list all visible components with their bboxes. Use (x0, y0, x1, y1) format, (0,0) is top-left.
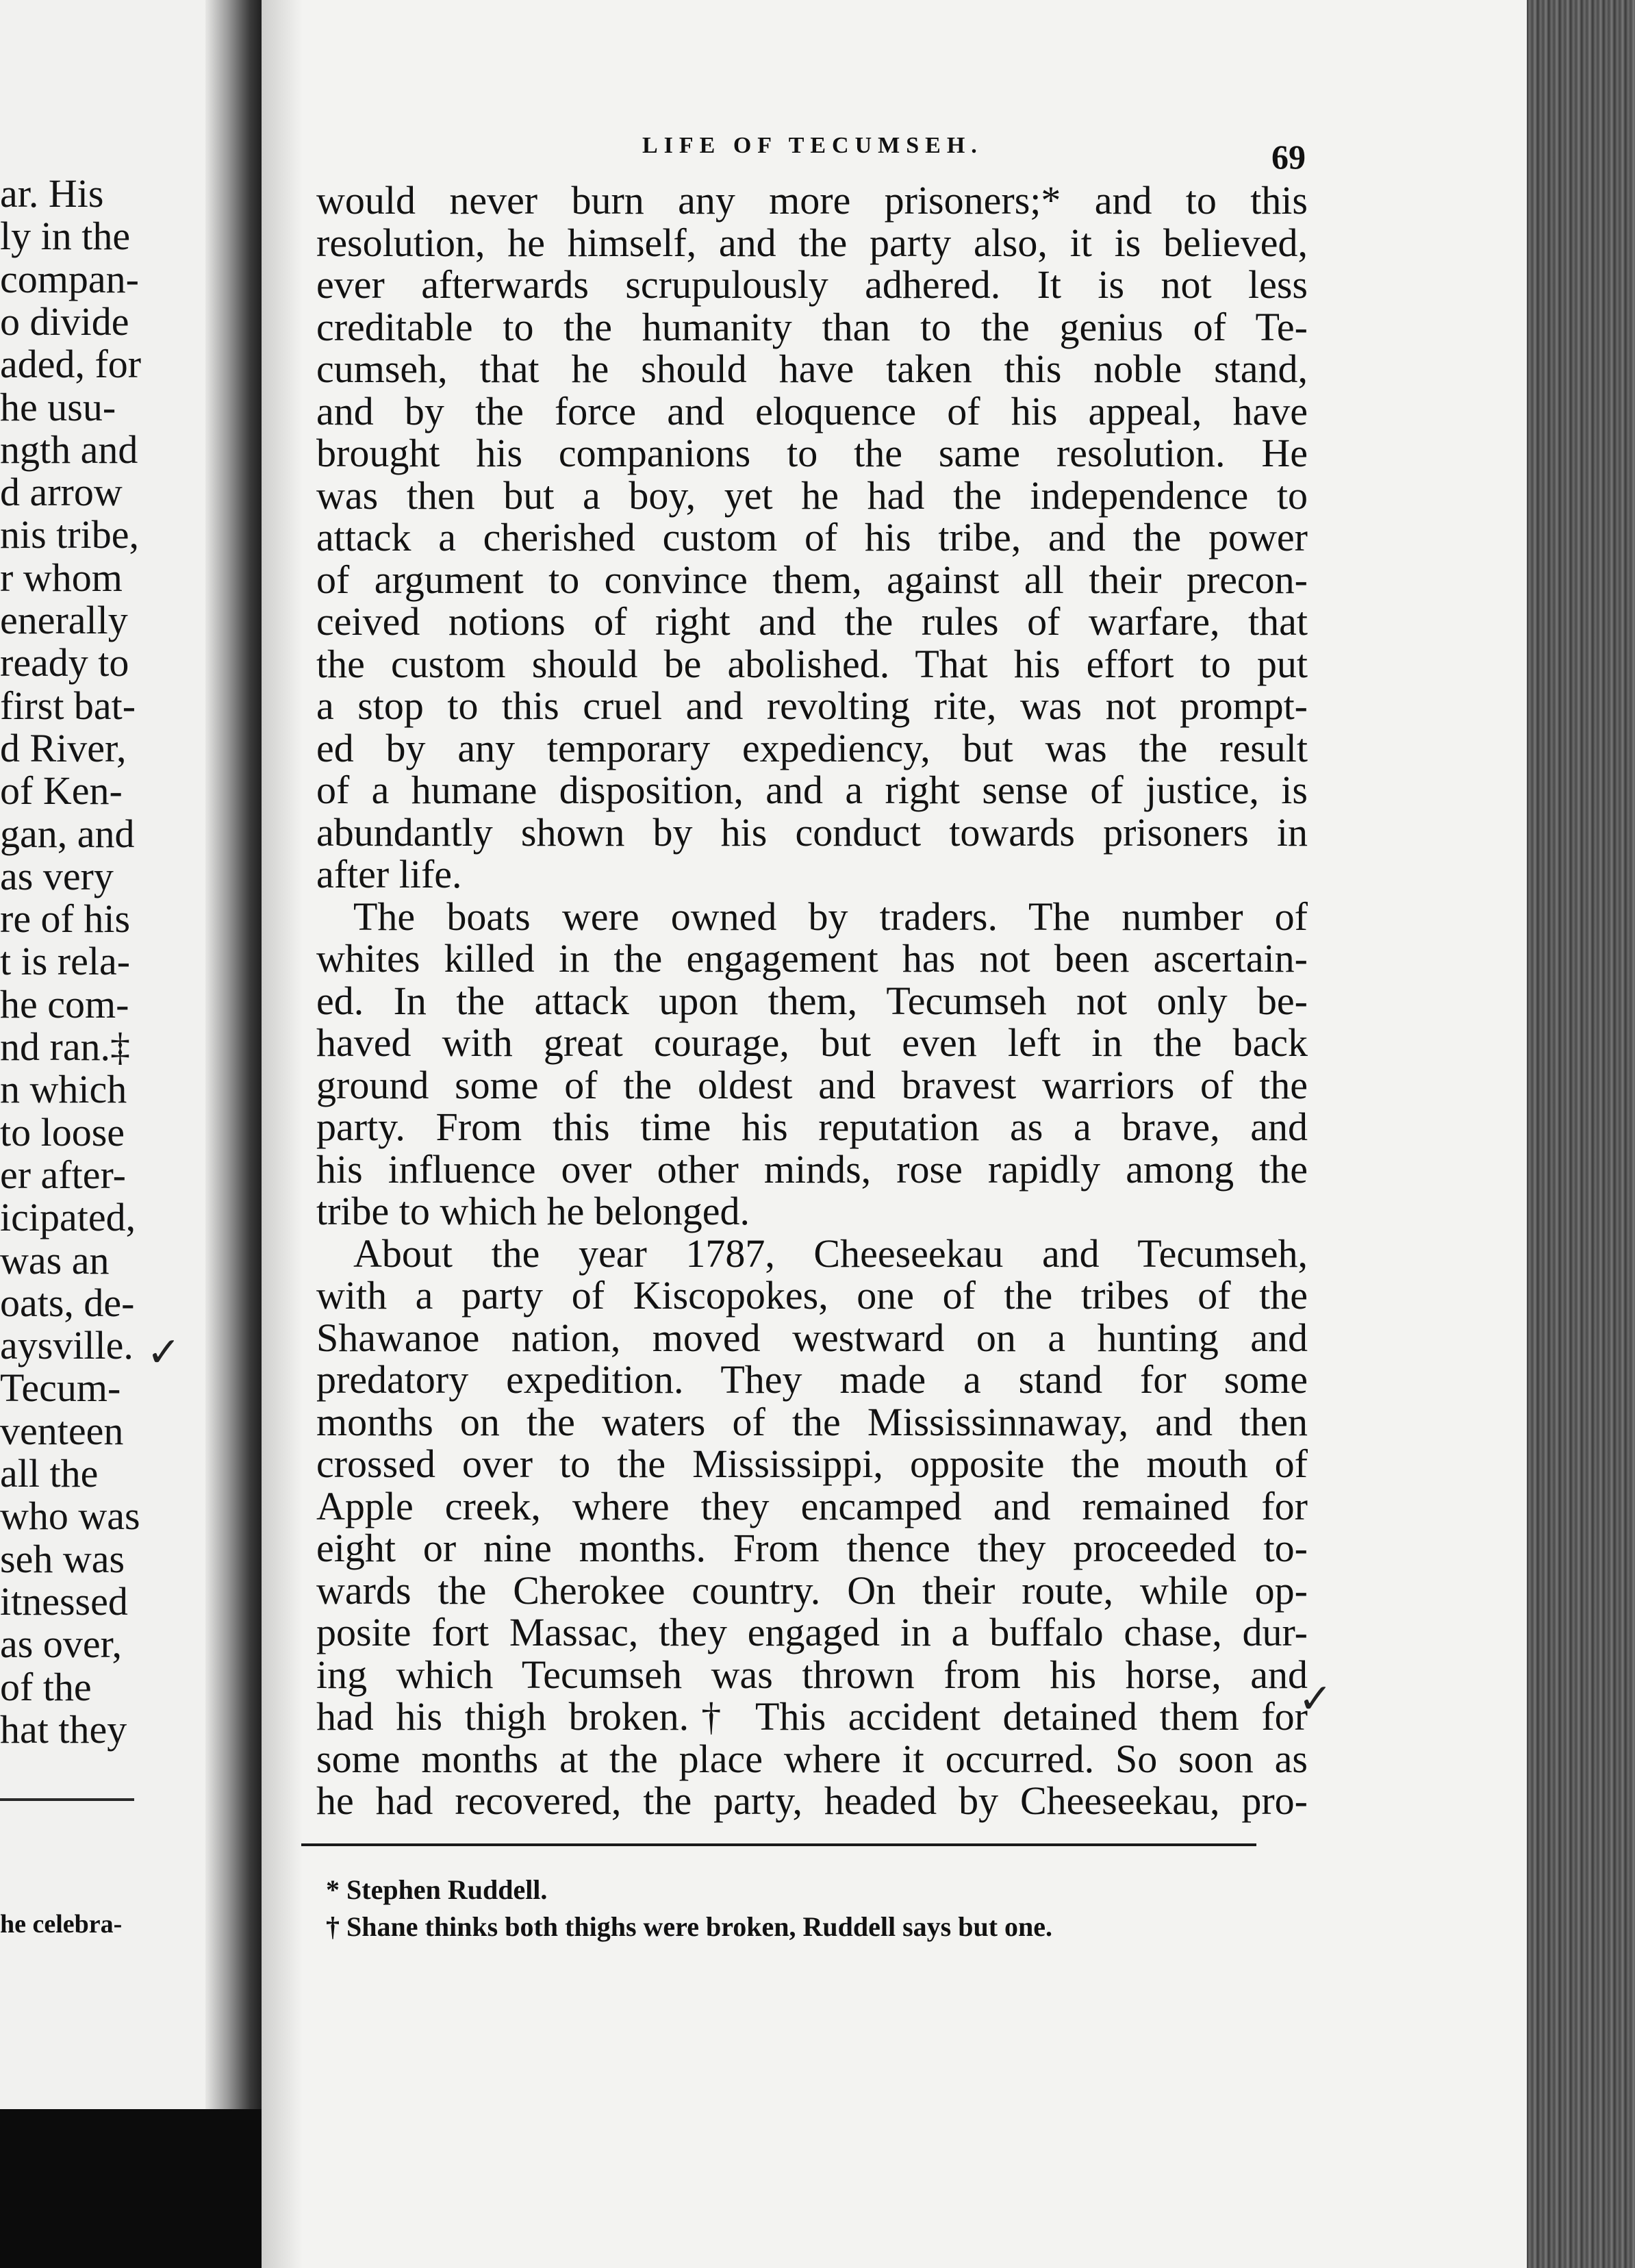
left-page-line: Tecum- (0, 1365, 121, 1411)
left-page-line: ready to (0, 640, 129, 685)
body-text-line: cumseh, that he should have taken this noble stand, (316, 346, 1308, 391)
left-page-line: ngth and (0, 427, 138, 472)
left-page-line: oats, de- (0, 1280, 135, 1325)
body-text-line: of a humane disposition, and a right sense of justice, is (316, 768, 1308, 812)
body-text-line: The boats were owned by traders. The number of (353, 894, 1308, 939)
left-gutter-shadow (205, 0, 262, 2109)
body-text-line: predatory expedition. They made a stand for some (316, 1357, 1308, 1402)
left-page-line: t is rela- (0, 939, 131, 984)
left-page-line: of the (0, 1664, 92, 1709)
left-page-line: gan, and (0, 811, 135, 856)
body-text-line: ed. In the attack upon them, Tecumseh not only be- (316, 978, 1308, 1023)
left-page-line: as over, (0, 1622, 123, 1667)
body-text-line: a stop to this cruel and revolting rite, was not prompt- (316, 683, 1308, 728)
body-text-line: was then but a boy, yet he had the independence to (316, 473, 1308, 518)
left-page-line: n which (0, 1067, 127, 1112)
left-page-line: aded, for (0, 342, 142, 387)
left-page-line: d River, (0, 725, 127, 770)
left-page-line: er after- (0, 1152, 126, 1197)
body-text-line: with a party of Kiscopokes, one of the tribes of the (316, 1273, 1308, 1318)
left-page-line: d arrow (0, 470, 123, 515)
left-page-line: nd ran.‡ (0, 1024, 131, 1069)
body-text-line: of argument to convince them, against all their precon- (316, 557, 1308, 602)
body-text-line: after life. (316, 852, 462, 896)
left-page-line: to loose (0, 1109, 125, 1155)
left-page-line: of Ken- (0, 768, 123, 814)
left-page-line: nis tribe, (0, 512, 139, 557)
body-text-line: his influence over other minds, rose rapidly among the (316, 1146, 1308, 1192)
page-edges (1527, 0, 1635, 2268)
page-number: 69 (1271, 138, 1306, 176)
left-page-line: compan- (0, 256, 139, 301)
body-text-line: ceived notions of right and the rules of warfare, that (316, 599, 1308, 644)
body-text-line: months on the waters of the Mississinnaway, and then (316, 1399, 1308, 1444)
body-text-line: resolution, he himself, and the party also, it is believed, (316, 220, 1308, 265)
body-text-line: wards the Cherokee country. On their route, while op- (316, 1567, 1308, 1613)
left-page-line: venteen (0, 1408, 124, 1453)
left-page-line: he com- (0, 981, 129, 1026)
body-text-line: some months at the place where it occurred. So soon as (316, 1736, 1308, 1781)
footnote-2: † Shane thinks both thighs were broken, Ruddell says but one. (326, 1911, 1053, 1942)
left-page-line: he usu- (0, 384, 116, 429)
body-text-line: would never burn any more prisoners;* and to this (316, 178, 1308, 223)
body-text-line: had his thigh broken.† This accident detained them for (316, 1694, 1308, 1739)
check-mark-right: ✓ (1298, 1676, 1333, 1722)
left-page-line: was an (0, 1237, 110, 1283)
right-gutter-shadow (262, 0, 303, 2268)
left-page-line: enerally (0, 598, 128, 642)
left-page-line: seh was (0, 1536, 125, 1581)
left-page-line: r whom (0, 555, 123, 600)
running-head: LIFE OF TECUMSEH. (642, 133, 983, 158)
left-page-line: first bat- (0, 683, 136, 728)
check-mark-left: ✓ (147, 1330, 181, 1375)
left-page-line: o divide (0, 299, 129, 344)
left-page-line: ar. His (0, 171, 104, 216)
body-text-line: ground some of the oldest and bravest warriors of the (316, 1062, 1308, 1107)
body-text-line: abundantly shown by his conduct towards prisoners in (316, 809, 1308, 855)
left-footnote-fragment: he celebra- (0, 1910, 123, 1939)
body-text-line: Apple creek, where they encamped and remained for (316, 1483, 1308, 1528)
body-text-line: attack a cherished custom of his tribe, and the power (316, 515, 1308, 559)
body-text-line: and by the force and eloquence of his appeal, have (316, 388, 1308, 433)
left-page-line: re of his (0, 896, 131, 942)
left-footnote-rule (0, 1798, 134, 1801)
left-page-line: who was (0, 1494, 140, 1539)
body-text-line: haved with great courage, but even left in the back (316, 1020, 1308, 1065)
body-text-line: About the year 1787, Cheeseekau and Tecumseh, (353, 1231, 1308, 1276)
footnote-rule (301, 1843, 1256, 1846)
left-page-line: hat they (0, 1706, 127, 1752)
body-text-line: ever afterwards scrupulously adhered. It is not less (316, 262, 1308, 307)
body-text-line: the custom should be abolished. That his effort to put (316, 641, 1308, 686)
left-page-line: aysville. (0, 1323, 134, 1368)
left-page-line: itnessed (0, 1578, 128, 1624)
left-page-line: icipated, (0, 1195, 136, 1240)
body-text-line: ing which Tecumseh was thrown from his horse, and (316, 1652, 1308, 1697)
left-page-line: ly in the (0, 214, 131, 259)
left-page-line: all the (0, 1451, 99, 1496)
body-text-line: posite fort Massac, they engaged in a buffalo chase, dur- (316, 1610, 1308, 1654)
body-text-line: ed by any temporary expediency, but was the result (316, 725, 1308, 770)
body-text-line: tribe to which he belonged. (316, 1189, 750, 1233)
body-text-line: brought his companions to the same resolution. He (316, 431, 1308, 475)
body-text-line: creditable to the humanity than to the genius of Te- (316, 304, 1308, 349)
body-text-line: he had recovered, the party, headed by Cheeseekau, pro- (316, 1778, 1308, 1823)
body-text-line: whites killed in the engagement has not been ascertain- (316, 936, 1308, 981)
left-page-line: as very (0, 853, 114, 898)
body-text-line: eight or nine months. From thence they proceeded to- (316, 1526, 1308, 1570)
body-text-line: party. From this time his reputation as a brave, and (316, 1105, 1308, 1149)
body-text-line: crossed over to the Mississippi, opposite the mouth of (316, 1441, 1308, 1486)
footnote-1: * Stephen Ruddell. (326, 1874, 548, 1905)
body-text-line: Shawanoe nation, moved westward on a hunting and (316, 1315, 1308, 1360)
